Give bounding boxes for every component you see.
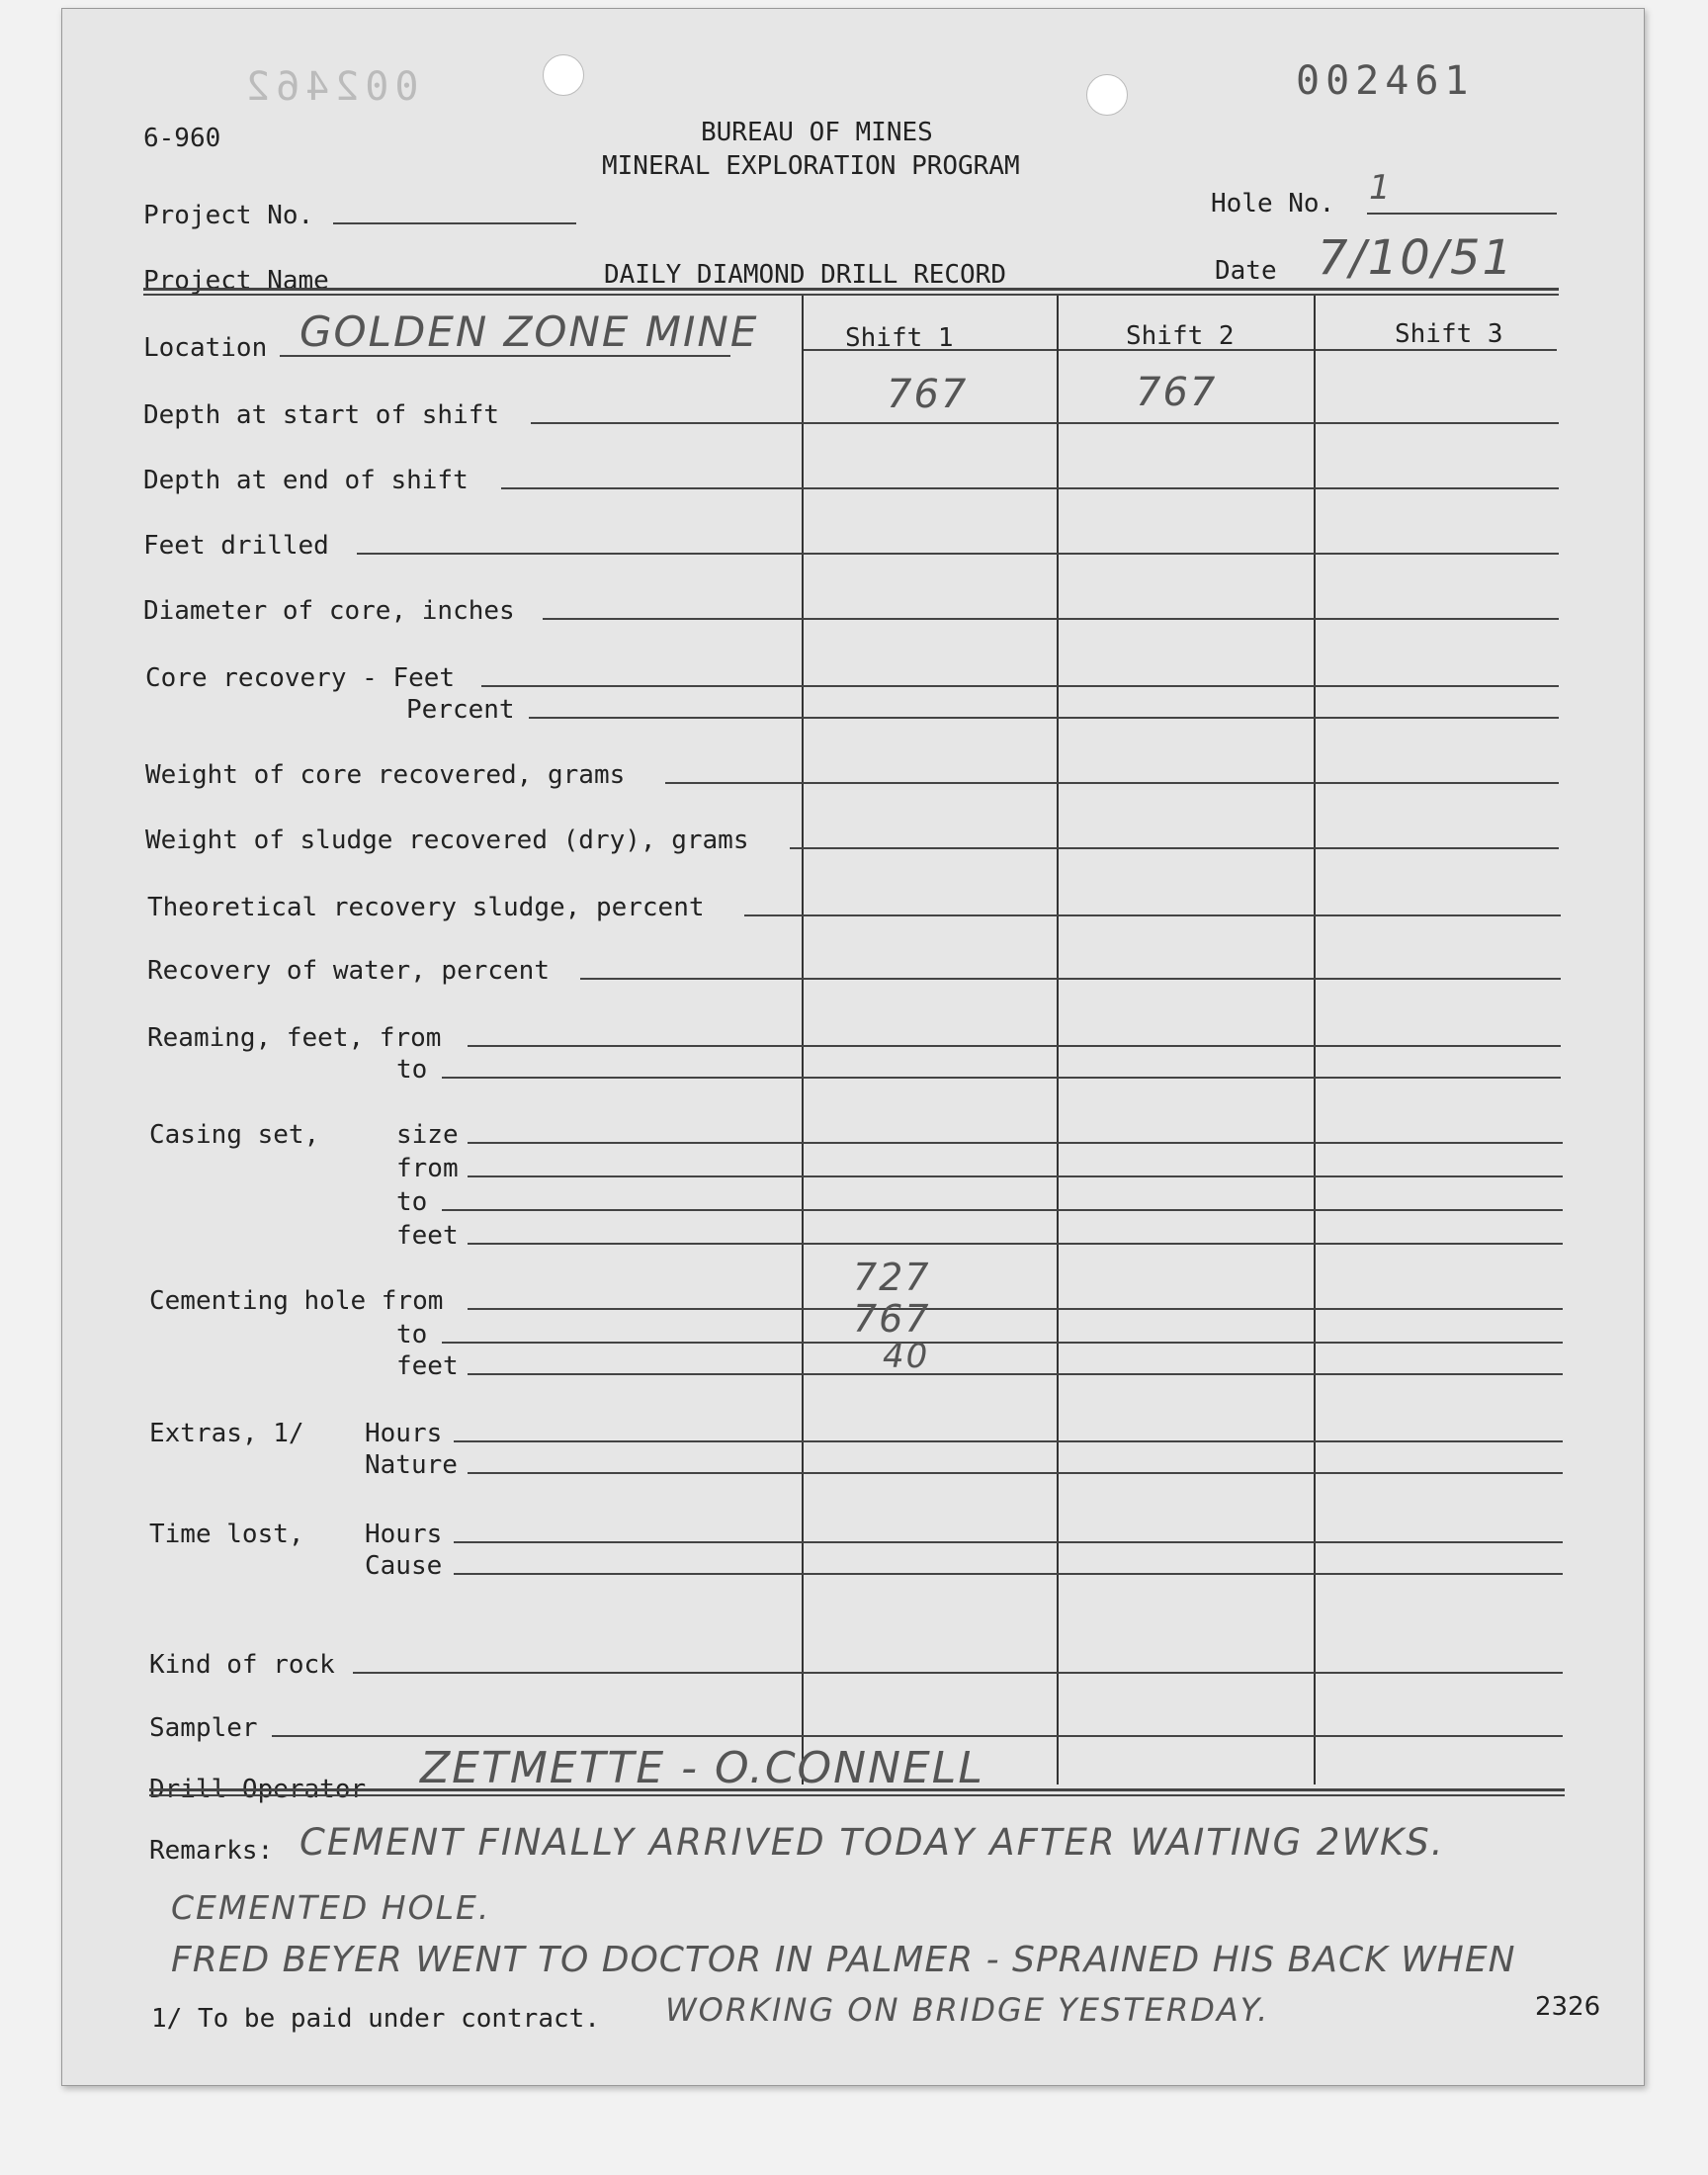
- row-label-diameter: Diameter of core, inches: [143, 596, 515, 626]
- row-line-diameter: [543, 618, 1559, 620]
- row-label-cementing-feet: feet: [396, 1351, 459, 1381]
- row-line-reaming-from: [468, 1045, 1561, 1047]
- project-no-line: [333, 222, 576, 224]
- project-no-label: Project No.: [143, 201, 314, 230]
- row-label-core-recovery: Core recovery - Feet: [145, 663, 456, 693]
- record-title: DAILY DIAMOND DRILL RECORD: [604, 260, 1006, 290]
- row-label-time-lost-hours: Hours: [365, 1520, 443, 1549]
- row-label-cementing: Cementing hole from: [149, 1286, 444, 1316]
- hole-no-value: 1: [1369, 168, 1393, 208]
- depth-start-shift2: 767: [1136, 370, 1218, 415]
- location-value: GOLDEN ZONE MINE: [299, 307, 759, 356]
- header-rule: [143, 288, 1559, 291]
- row-label-drill-operator: Drill Operator: [149, 1775, 367, 1804]
- row-label-time-lost: Time lost,: [149, 1520, 304, 1549]
- ghost-serial: 002462: [240, 64, 419, 110]
- row-line-extras-hours: [454, 1440, 1563, 1442]
- footnote: 1/ To be paid under contract.: [151, 2004, 600, 2034]
- row-line-depth-end: [501, 487, 1559, 489]
- shift-header-line: [802, 349, 1557, 351]
- row-label-sampler: Sampler: [149, 1713, 258, 1743]
- row-label-depth-end: Depth at end of shift: [143, 466, 469, 495]
- column-divider-2: [1057, 296, 1059, 1784]
- hole-no-label: Hole No.: [1211, 189, 1335, 218]
- row-line-percent: [529, 717, 1559, 719]
- row-label-casing-feet: feet: [396, 1221, 459, 1251]
- depth-start-shift1: 767: [887, 372, 969, 417]
- row-label-reaming-to: to: [396, 1055, 428, 1085]
- row-line-cementing-to: [442, 1342, 1563, 1344]
- shift-3-header: Shift 3: [1395, 319, 1503, 349]
- row-label-casing: Casing set,: [149, 1120, 320, 1150]
- drill-operator-value: ZETMETTE - O.CONNELL: [420, 1743, 984, 1793]
- row-line-depth-start: [531, 422, 1559, 424]
- row-label-water: Recovery of water, percent: [147, 956, 550, 986]
- remarks-line-4: WORKING ON BRIDGE YESTERDAY.: [665, 1991, 1270, 2029]
- row-line-casing-to: [442, 1209, 1563, 1211]
- remarks-line-1: CEMENT FINALLY ARRIVED TODAY AFTER WAITING 2WKS.: [299, 1821, 1445, 1864]
- punch-hole-left: [543, 54, 584, 96]
- row-label-percent: Percent: [406, 695, 515, 725]
- shift-2-header: Shift 2: [1126, 321, 1235, 351]
- hole-no-line: [1367, 213, 1557, 215]
- footer-rule: [149, 1788, 1565, 1791]
- row-line-water: [580, 978, 1561, 980]
- serial-number: 002461: [1296, 58, 1475, 104]
- row-line-reaming-to: [442, 1077, 1561, 1079]
- row-line-weight-sludge: [790, 847, 1559, 849]
- row-line-weight-core: [665, 782, 1559, 784]
- project-name-label: Project Name: [143, 266, 329, 296]
- row-label-extras: Extras, 1/: [149, 1419, 304, 1448]
- punch-hole-right: [1086, 74, 1128, 116]
- row-label-weight-core: Weight of core recovered, grams: [145, 760, 626, 790]
- form-number: 6-960: [143, 124, 221, 153]
- cement-from-value: 727: [853, 1256, 931, 1299]
- shift-1-header: Shift 1: [845, 323, 954, 353]
- remarks-line-3: FRED BEYER WENT TO DOCTOR IN PALMER - SPRAINED HIS BACK WHEN: [171, 1940, 1516, 1980]
- row-line-extras-nature: [468, 1472, 1563, 1474]
- row-label-casing-from: from: [396, 1154, 459, 1183]
- row-line-theoretical: [744, 914, 1561, 916]
- row-line-time-lost-hours: [454, 1541, 1563, 1543]
- column-divider-1: [802, 296, 804, 1784]
- row-line-kind-of-rock: [353, 1672, 1563, 1674]
- row-line-core-recovery: [481, 685, 1559, 687]
- page-number: 2326: [1535, 1992, 1601, 2022]
- cement-to-value: 767: [853, 1297, 931, 1341]
- row-label-theoretical: Theoretical recovery sludge, percent: [147, 893, 705, 922]
- row-line-casing-feet: [468, 1243, 1563, 1245]
- agency-title: BUREAU OF MINES: [701, 118, 933, 147]
- cement-feet-value: 40: [883, 1337, 930, 1376]
- row-label-casing-size: size: [396, 1120, 459, 1150]
- date-label: Date: [1215, 256, 1277, 286]
- row-label-kind-of-rock: Kind of rock: [149, 1650, 335, 1680]
- remarks-label: Remarks:: [149, 1836, 274, 1866]
- form-sheet: [61, 8, 1645, 2086]
- row-label-extras-nature: Nature: [365, 1450, 458, 1480]
- location-label: Location: [143, 333, 268, 363]
- row-line-casing-size: [468, 1142, 1563, 1144]
- row-label-time-lost-cause: Cause: [365, 1551, 443, 1581]
- row-label-cementing-to: to: [396, 1320, 428, 1349]
- row-label-reaming: Reaming, feet, from: [147, 1023, 442, 1053]
- row-line-cementing-feet: [468, 1373, 1563, 1375]
- column-divider-3: [1314, 296, 1316, 1784]
- row-label-extras-hours: Hours: [365, 1419, 443, 1448]
- program-title: MINERAL EXPLORATION PROGRAM: [602, 151, 1020, 181]
- remarks-line-2: CEMENTED HOLE.: [171, 1888, 491, 1927]
- row-label-casing-to: to: [396, 1187, 428, 1217]
- row-line-cementing-from: [468, 1308, 1563, 1310]
- row-line-time-lost-cause: [454, 1573, 1563, 1575]
- row-line-feet-drilled: [357, 553, 1559, 555]
- row-label-depth-start: Depth at start of shift: [143, 400, 500, 430]
- footer-rule-2: [149, 1794, 1565, 1796]
- row-line-sampler: [272, 1735, 1563, 1737]
- row-label-weight-sludge: Weight of sludge recovered (dry), grams: [145, 826, 749, 855]
- row-line-casing-from: [468, 1175, 1563, 1177]
- row-label-feet-drilled: Feet drilled: [143, 531, 329, 561]
- header-rule-2: [143, 294, 1559, 296]
- date-value: 7/10/51: [1318, 230, 1515, 286]
